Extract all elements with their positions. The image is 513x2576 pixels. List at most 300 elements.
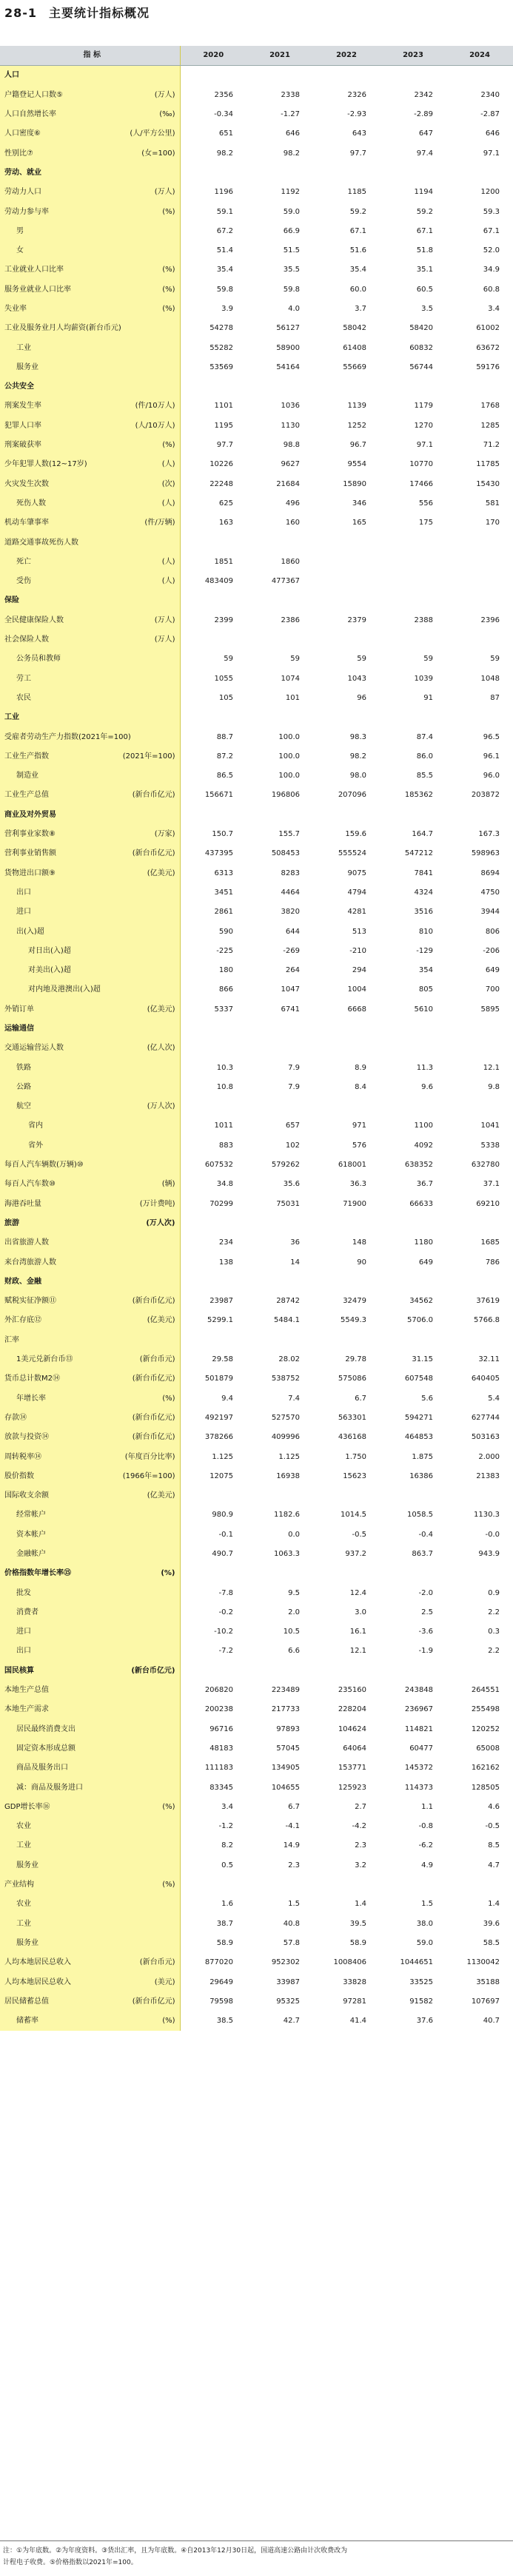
- value-cell: 16.1: [349, 1628, 366, 1636]
- value-cell: 579262: [271, 1161, 300, 1170]
- value-cell: [313, 572, 380, 591]
- row-unit: (亿美元): [147, 1005, 175, 1014]
- value-cell: 155.7: [278, 830, 300, 839]
- value-cell: [446, 377, 513, 397]
- value-cell: 58.9: [216, 1938, 233, 1947]
- value-cell: [313, 553, 380, 572]
- row-label: 社会保险人数: [4, 635, 49, 644]
- row-label-cell: [0, 883, 180, 903]
- value-cell: 100.0: [278, 772, 300, 780]
- table-row: [0, 883, 513, 903]
- row-label-cell: [0, 766, 180, 786]
- row-label-cell: [0, 1486, 180, 1506]
- section-row: [0, 708, 513, 727]
- value-cell: 60.5: [416, 285, 433, 294]
- table-row: [0, 1583, 513, 1602]
- row-unit: (人/10万人): [135, 421, 175, 430]
- value-cell: 647: [418, 129, 433, 138]
- row-label-cell: [0, 1622, 180, 1642]
- value-cell: 32.11: [478, 1355, 500, 1364]
- row-unit: (新台币元): [139, 1355, 175, 1364]
- value-cell: 651: [218, 129, 233, 138]
- table-row: [0, 260, 513, 280]
- value-cell: 8283: [281, 869, 300, 877]
- value-cell: 87.2: [216, 752, 233, 761]
- value-cell: 575086: [338, 1375, 366, 1383]
- value-cell: 36.3: [349, 1180, 366, 1189]
- value-cell: 607548: [404, 1375, 433, 1383]
- value-cell: 2388: [414, 616, 433, 624]
- value-cell: 37.6: [416, 2017, 433, 2026]
- value-cell: 69210: [476, 1199, 500, 1208]
- value-cell: 4794: [347, 888, 366, 897]
- table-row: [0, 553, 513, 572]
- value-cell: [313, 708, 380, 727]
- table-row: [0, 241, 513, 260]
- value-cell: -6.2: [418, 1841, 433, 1850]
- value-cell: [180, 1486, 247, 1506]
- value-cell: 15623: [343, 1471, 366, 1480]
- value-cell: [247, 1097, 313, 1116]
- row-label-cell: [0, 494, 180, 513]
- value-cell: 114821: [404, 1724, 433, 1733]
- row-label-cell: [0, 591, 180, 610]
- value-cell: 547212: [404, 849, 433, 858]
- value-cell: 8.2: [221, 1841, 233, 1850]
- row-unit: (万人次): [147, 1102, 175, 1111]
- footnotes: [3, 2545, 510, 2569]
- value-cell: 8.9: [355, 1063, 366, 1072]
- value-cell: 104655: [271, 1783, 300, 1792]
- value-cell: [247, 1331, 313, 1350]
- value-cell: 581: [485, 499, 500, 508]
- value-cell: 294: [352, 966, 366, 975]
- value-cell: 97.4: [416, 149, 433, 158]
- row-label-cell: [0, 1642, 180, 1661]
- value-cell: 3.4: [221, 1802, 233, 1811]
- value-cell: 4464: [281, 888, 300, 897]
- row-unit: (新台币元): [139, 1958, 175, 1967]
- value-cell: -225: [216, 946, 233, 955]
- value-cell: 3516: [414, 908, 433, 917]
- value-cell: 6.7: [288, 1802, 300, 1811]
- value-cell: 162162: [471, 1764, 500, 1773]
- row-unit: (新台币亿元): [131, 1666, 175, 1675]
- value-cell: 786: [485, 1258, 500, 1267]
- value-cell: 1285: [480, 421, 500, 430]
- value-cell: 1252: [347, 421, 366, 430]
- row-label-cell: [0, 630, 180, 650]
- row-label: 固定资本形成总额: [16, 1744, 76, 1753]
- table-row: [0, 1992, 513, 2012]
- value-cell: -2.87: [480, 110, 500, 119]
- row-label-cell: [0, 825, 180, 844]
- row-label: 省外: [28, 1141, 43, 1150]
- value-cell: [247, 1214, 313, 1233]
- value-cell: 1.4: [355, 1900, 366, 1909]
- value-cell: 5610: [414, 1005, 433, 1014]
- row-label: 产业结构: [4, 1881, 34, 1889]
- row-label-cell: [0, 475, 180, 494]
- value-cell: -210: [349, 946, 366, 955]
- value-cell: [313, 1019, 380, 1039]
- value-cell: 35.1: [416, 266, 433, 274]
- row-label-cell: [0, 241, 180, 260]
- value-cell: 1194: [414, 188, 433, 197]
- table-row: [0, 630, 513, 650]
- value-cell: 14: [290, 1258, 300, 1267]
- row-label-cell: [0, 1836, 180, 1855]
- value-cell: 1200: [480, 188, 500, 197]
- row-label: 工业生产指数: [4, 752, 49, 761]
- value-cell: 51.5: [283, 246, 300, 255]
- value-cell: 61002: [476, 324, 500, 333]
- row-unit: (%): [162, 305, 175, 313]
- value-cell: 31.15: [412, 1355, 433, 1364]
- value-cell: 5706.0: [407, 1316, 433, 1325]
- value-cell: 594271: [404, 1413, 433, 1422]
- footnote-line: 注：①为年底数。②为年度资料。③货出汇率，且为年底数。④自2013年12月30日起，国道高速公路由计次收费改为: [3, 2547, 348, 2555]
- value-cell: 1180: [414, 1238, 433, 1247]
- value-cell: 97.7: [349, 149, 366, 158]
- table-row: [0, 1934, 513, 1953]
- row-label: 工业: [16, 343, 31, 352]
- value-cell: [446, 1486, 513, 1506]
- value-cell: 644: [285, 927, 300, 936]
- row-label-cell: [0, 863, 180, 883]
- value-cell: [380, 1019, 446, 1039]
- row-label: 工业: [16, 1919, 31, 1928]
- value-cell: 6.6: [288, 1647, 300, 1656]
- row-label-cell: [0, 300, 180, 319]
- value-cell: 2861: [214, 908, 233, 917]
- value-cell: [446, 553, 513, 572]
- value-cell: 21684: [276, 479, 300, 488]
- row-label: 货币总计数M2⑭: [4, 1375, 60, 1383]
- row-label: 男: [16, 226, 24, 235]
- row-unit: (万人): [154, 616, 175, 624]
- row-label-cell: [0, 1798, 180, 1817]
- value-cell: 2.5: [421, 1608, 433, 1616]
- row-label-cell: [0, 1116, 180, 1136]
- value-cell: [313, 1875, 380, 1895]
- value-cell: 492197: [204, 1413, 233, 1422]
- value-cell: 28.02: [278, 1355, 300, 1364]
- value-cell: 2340: [480, 90, 500, 99]
- row-label: 居民储蓄总值: [4, 1997, 49, 2006]
- value-cell: 2356: [214, 90, 233, 99]
- value-cell: [247, 1272, 313, 1292]
- value-cell: 4324: [414, 888, 433, 897]
- row-label: 制造业: [16, 772, 38, 780]
- row-label: 年增长率: [16, 1394, 46, 1403]
- row-label-cell: [0, 1233, 180, 1252]
- row-label-cell: [0, 1875, 180, 1895]
- row-label: 犯罪人口率: [4, 421, 41, 430]
- row-label-cell: [0, 1000, 180, 1019]
- value-cell: 97.1: [416, 441, 433, 450]
- value-cell: 29.78: [345, 1355, 366, 1364]
- value-cell: 1130042: [466, 1958, 500, 1967]
- section-row: [0, 1272, 513, 1292]
- table-row: [0, 1389, 513, 1408]
- value-cell: 503163: [471, 1433, 500, 1442]
- value-cell: 23987: [209, 1297, 233, 1306]
- row-label-cell: [0, 611, 180, 630]
- row-label-cell: [0, 1214, 180, 1233]
- value-cell: 4.0: [288, 305, 300, 313]
- row-label: 航空: [16, 1102, 31, 1111]
- row-label: 人口自然增长率: [4, 110, 56, 119]
- row-label: 来台湾旅游人数: [4, 1258, 56, 1267]
- value-cell: [446, 1564, 513, 1583]
- value-cell: [180, 163, 247, 183]
- row-unit: (‰): [159, 110, 175, 119]
- value-cell: 60.0: [349, 285, 366, 294]
- value-cell: 4281: [347, 908, 366, 917]
- row-unit: (新台币亿元): [132, 1413, 175, 1422]
- table-row: [0, 1292, 513, 1311]
- value-cell: [180, 1331, 247, 1350]
- value-cell: 3.5: [421, 305, 433, 313]
- table-row: [0, 183, 513, 202]
- value-cell: 10.5: [283, 1628, 300, 1636]
- value-cell: 95325: [276, 1997, 300, 2006]
- table-row: [0, 1972, 513, 1992]
- table-row: [0, 1778, 513, 1797]
- table-row: [0, 124, 513, 144]
- value-cell: 58.5: [483, 1938, 500, 1947]
- table-row: [0, 280, 513, 300]
- row-label: 人均本地居民总收入: [4, 1977, 71, 1986]
- value-cell: 59.1: [216, 207, 233, 216]
- table-row: [0, 650, 513, 669]
- row-label-cell: [0, 86, 180, 105]
- value-cell: 42.7: [283, 2017, 300, 2026]
- value-cell: 1195: [214, 421, 233, 430]
- value-cell: 555524: [338, 849, 366, 858]
- value-cell: [247, 708, 313, 727]
- row-unit: (女=100): [141, 149, 175, 158]
- row-unit: (%): [162, 207, 175, 216]
- value-cell: 1768: [480, 402, 500, 411]
- row-label-cell: [0, 1681, 180, 1700]
- value-cell: 556: [418, 499, 433, 508]
- table-row: [0, 1097, 513, 1116]
- row-label-cell: [0, 1564, 180, 1583]
- row-label-cell: [0, 1603, 180, 1622]
- value-cell: [446, 591, 513, 610]
- value-cell: 0.3: [488, 1628, 500, 1636]
- table-row: [0, 942, 513, 961]
- value-cell: [180, 1564, 247, 1583]
- value-cell: 164.7: [412, 830, 433, 839]
- value-cell: 40.8: [283, 1919, 300, 1928]
- value-cell: 234: [218, 1238, 233, 1247]
- table-row: [0, 1953, 513, 1972]
- row-unit: (亿美元): [147, 1316, 175, 1325]
- value-cell: 877020: [204, 1958, 233, 1967]
- value-cell: [380, 630, 446, 650]
- row-label: 运输通信: [4, 1024, 34, 1033]
- value-cell: [313, 1486, 380, 1506]
- value-cell: 5895: [480, 1005, 500, 1014]
- value-cell: 65008: [476, 1744, 500, 1753]
- value-cell: 810: [418, 927, 433, 936]
- row-label-cell: [0, 942, 180, 961]
- section-row: [0, 1214, 513, 1233]
- row-label-cell: [0, 124, 180, 144]
- section-row: [0, 806, 513, 825]
- value-cell: [446, 806, 513, 825]
- value-cell: 9554: [347, 460, 366, 469]
- value-cell: 700: [485, 985, 500, 994]
- value-cell: 2326: [347, 90, 366, 99]
- value-cell: 264: [285, 966, 300, 975]
- table-row: [0, 533, 513, 552]
- value-cell: 52.0: [483, 246, 500, 255]
- row-label-cell: [0, 1720, 180, 1739]
- table-row: [0, 144, 513, 163]
- value-cell: 640405: [471, 1375, 500, 1383]
- row-label: 经常帐户: [16, 1511, 46, 1520]
- row-label: 国际收支余额: [4, 1491, 49, 1500]
- value-cell: 96716: [209, 1724, 233, 1733]
- value-cell: -4.1: [285, 1822, 300, 1831]
- table-row: [0, 1428, 513, 1447]
- row-unit: (2021年=100): [122, 752, 175, 761]
- row-label-cell: [0, 163, 180, 183]
- row-label-cell: [0, 670, 180, 689]
- row-label: 受雇者劳动生产力指数(2021年=100): [4, 732, 131, 741]
- value-cell: 148: [352, 1238, 366, 1247]
- value-cell: 6.7: [355, 1394, 366, 1403]
- footnote-line: 计程电子收费。⑤价格指数以2021年=100。: [3, 2559, 138, 2566]
- row-label-cell: [0, 280, 180, 300]
- table-row: [0, 1039, 513, 1058]
- row-unit: (人): [161, 460, 175, 469]
- value-cell: [380, 572, 446, 591]
- value-cell: 159.6: [345, 830, 366, 839]
- value-cell: 59.2: [349, 207, 366, 216]
- row-label: 股价指数: [4, 1471, 34, 1480]
- value-cell: 57.8: [283, 1938, 300, 1947]
- value-cell: 6313: [214, 869, 233, 877]
- row-label-cell: [0, 689, 180, 708]
- table-number: 28-1: [4, 6, 38, 20]
- table-row: [0, 1331, 513, 1350]
- row-label: 工业就业人口比率: [4, 266, 64, 274]
- value-cell: 100.0: [278, 752, 300, 761]
- value-cell: 483409: [204, 577, 233, 586]
- section-row: [0, 1019, 513, 1039]
- value-cell: 96.7: [349, 441, 366, 450]
- row-label: 全民健康保险人数: [4, 616, 64, 624]
- table-row: [0, 1467, 513, 1486]
- value-cell: -7.2: [218, 1647, 233, 1656]
- value-cell: 2.000: [478, 1452, 500, 1461]
- value-cell: 64064: [343, 1744, 366, 1753]
- value-cell: 128505: [471, 1783, 500, 1792]
- row-label: 商业及对外贸易: [4, 810, 56, 819]
- value-cell: -1.27: [281, 110, 300, 119]
- value-cell: 67.1: [483, 226, 500, 235]
- table-row: [0, 1603, 513, 1622]
- value-cell: 40.7: [483, 2017, 500, 2026]
- value-cell: [380, 1214, 446, 1233]
- value-cell: [446, 1331, 513, 1350]
- row-label: 性别比⑦: [4, 149, 33, 158]
- row-label: 服务业: [16, 363, 38, 371]
- value-cell: [180, 1097, 247, 1116]
- table-row: [0, 903, 513, 922]
- header-year: 2024: [446, 46, 513, 66]
- value-cell: -0.1: [218, 1530, 233, 1539]
- row-label-cell: [0, 260, 180, 280]
- value-cell: 1047: [281, 985, 300, 994]
- value-cell: 97281: [343, 1997, 366, 2006]
- value-cell: [180, 1214, 247, 1233]
- table-body: [0, 66, 513, 2031]
- table-row: [0, 572, 513, 591]
- value-cell: [380, 1272, 446, 1292]
- value-cell: 496: [285, 499, 300, 508]
- row-unit: (新台币亿元): [132, 1997, 175, 2006]
- value-cell: 0.5: [221, 1861, 233, 1869]
- section-row: [0, 66, 513, 86]
- value-cell: [247, 1019, 313, 1039]
- value-cell: [180, 1039, 247, 1058]
- value-cell: [180, 377, 247, 397]
- value-cell: 538752: [271, 1375, 300, 1383]
- value-cell: 255498: [471, 1705, 500, 1714]
- value-cell: 39.5: [349, 1919, 366, 1928]
- value-cell: [446, 163, 513, 183]
- value-cell: 2396: [480, 616, 500, 624]
- row-label: 劳动力参与率: [4, 207, 49, 216]
- row-label: 每百人汽车数⑩: [4, 1180, 56, 1189]
- value-cell: 55282: [209, 343, 233, 352]
- value-cell: [180, 708, 247, 727]
- value-cell: 12.1: [483, 1063, 500, 1072]
- value-cell: [247, 66, 313, 86]
- value-cell: 98.2: [283, 149, 300, 158]
- value-cell: 175: [418, 519, 433, 527]
- row-label: 财政、金融: [4, 1277, 41, 1286]
- value-cell: 2.3: [355, 1841, 366, 1850]
- value-cell: 3.4: [488, 305, 500, 313]
- value-cell: 883: [218, 1141, 233, 1150]
- value-cell: 36.7: [416, 1180, 433, 1189]
- row-label: 存款⑭: [4, 1413, 27, 1422]
- value-cell: 34.8: [216, 1180, 233, 1189]
- value-cell: [446, 630, 513, 650]
- value-cell: 1.4: [488, 1900, 500, 1909]
- value-cell: 3.0: [355, 1608, 366, 1616]
- row-label: 对内地及港澳出(入)超: [28, 985, 101, 994]
- value-cell: [446, 1875, 513, 1895]
- row-label: 机动车肇事率: [4, 519, 49, 527]
- header-year: 2023: [380, 46, 446, 66]
- row-label: 铁路: [16, 1063, 31, 1072]
- row-label-cell: [0, 572, 180, 591]
- value-cell: 501879: [204, 1375, 233, 1383]
- value-cell: 9.8: [488, 1082, 500, 1091]
- table-row: [0, 980, 513, 999]
- value-cell: 527570: [271, 1413, 300, 1422]
- value-cell: 354: [418, 966, 433, 975]
- table-row: [0, 455, 513, 474]
